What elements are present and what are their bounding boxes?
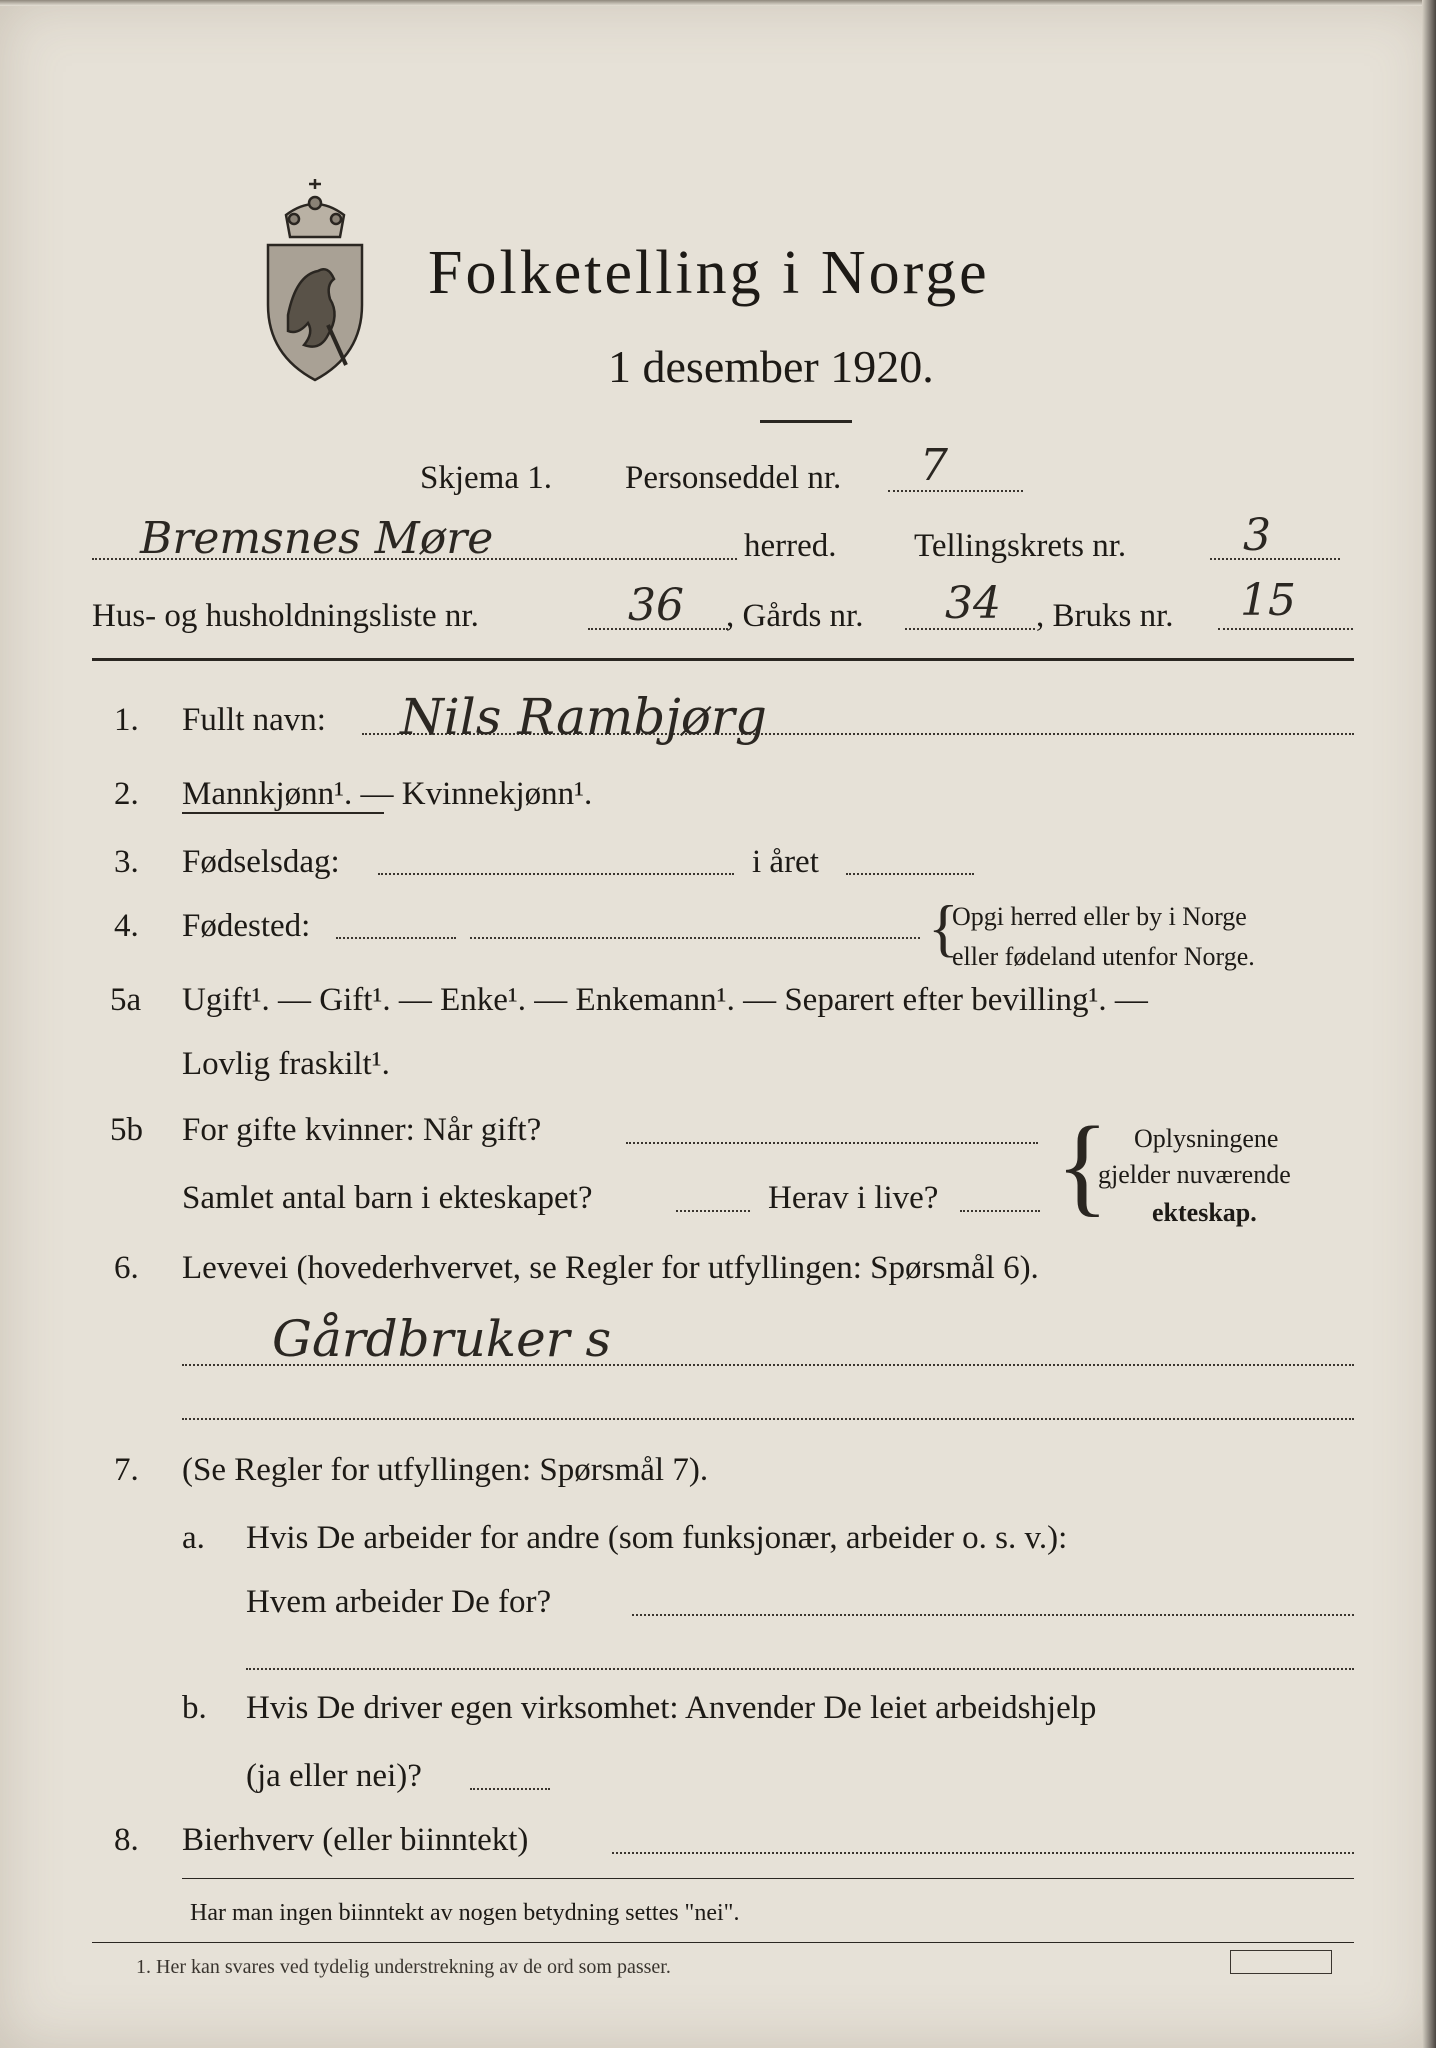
q1-label: Fullt navn: (182, 702, 326, 738)
q6-value: Gårdbruker s (272, 1310, 612, 1368)
q7b-line-1: Hvis De driver egen virksomhet: Anvender De leiet arbeidshjelp (246, 1690, 1097, 1726)
q7b-number: b. (182, 1690, 207, 1726)
bruks-line (1218, 628, 1353, 630)
personseddel-label: Personseddel nr. (625, 460, 842, 496)
census-date: 1 desember 1920. (608, 341, 934, 392)
q5b-note-2: gjelder nuværende (1098, 1160, 1291, 1189)
q5b-brace: { (1056, 1104, 1109, 1226)
q3-label: Fødselsdag: (182, 844, 340, 880)
gards-label: , Gårds nr. (726, 598, 864, 634)
q7-label: (Se Regler for utfyllingen: Spørsmål 7). (182, 1452, 709, 1488)
page-top-edge (0, 0, 1436, 6)
q7a-line-extra (246, 1668, 1354, 1670)
tellingskrets-value: 3 (1243, 510, 1271, 561)
q3-number: 3. (114, 844, 139, 880)
q5a-line-1: Ugift¹. — Gift¹. — Enke¹. — Enkemann¹. — Separert efter bevilling¹. — (182, 982, 1148, 1018)
q4-note-2: eller fødeland utenfor Norge. (952, 942, 1255, 971)
hus-label: Hus- og husholdningsliste nr. (92, 598, 479, 634)
herred-label: herred. (744, 528, 837, 564)
coat-of-arms-icon (258, 175, 373, 385)
tellingskrets-label: Tellingskrets nr. (914, 528, 1127, 564)
q8-number: 8. (114, 1822, 139, 1858)
q2-underline-mannkjonn (182, 812, 384, 814)
tellingskrets-line (1210, 558, 1340, 560)
schema-label: Skjema 1. (420, 460, 552, 496)
header-divider (92, 658, 1354, 661)
q5a-line-2: Lovlig fraskilt¹. (182, 1046, 390, 1082)
q4-brace: { (928, 892, 959, 963)
q2-label: Mannkjønn¹. — Kvinnekjønn¹. (182, 776, 593, 812)
q5b-married-line (626, 1142, 1038, 1144)
q6-label: Levevei (hovederhvervet, se Regler for utfyllingen: Spørsmål 6). (182, 1250, 1039, 1286)
footnote: 1. Her kan svares ved tydelig understrekning av de ord som passer. (136, 1956, 671, 1978)
q7b-line-2: (ja eller nei)? (246, 1758, 422, 1794)
q5b-children-line (676, 1210, 750, 1212)
q4-line-a (336, 937, 456, 939)
form-title: Folketelling i Norge (428, 239, 990, 307)
title-divider (760, 420, 852, 423)
q6-line-2 (182, 1418, 1354, 1420)
bruks-value: 15 (1240, 575, 1296, 626)
q7b-line (470, 1788, 550, 1790)
q2-number: 2. (114, 776, 139, 812)
printer-mark (1230, 1950, 1332, 1974)
q8-label: Bierhverv (eller biinntekt) (182, 1822, 529, 1858)
q5a-number: 5a (110, 982, 142, 1018)
q3-day-line (378, 873, 734, 875)
q8-bottom-rule (182, 1878, 1354, 1879)
q7a-number: a. (182, 1520, 205, 1556)
q3-year-line (846, 873, 974, 875)
q1-value: Nils Rambjørg (400, 688, 767, 746)
q3-year-label: i året (752, 844, 819, 880)
q8-line (612, 1852, 1354, 1854)
page-right-edge (1422, 0, 1436, 2048)
q4-line-b (470, 937, 920, 939)
q5b-number: 5b (110, 1112, 143, 1148)
gards-value: 34 (945, 578, 1001, 629)
q5b-line-2a: Samlet antal barn i ekteskapet? (182, 1180, 593, 1216)
hus-value: 36 (628, 580, 684, 631)
q7a-line-2: Hvem arbeider De for? (246, 1584, 552, 1620)
footer-divider (92, 1942, 1354, 1943)
herred-value: Bremsnes Møre (140, 513, 494, 564)
q4-note-1: Opgi herred eller by i Norge (952, 902, 1247, 931)
q1-number: 1. (114, 702, 139, 738)
personseddel-line (888, 490, 1023, 492)
q4-number: 4. (114, 908, 139, 944)
q6-number: 6. (114, 1250, 139, 1286)
q5b-note-1: Oplysningene (1134, 1124, 1279, 1153)
footer-note: Har man ingen biinntekt av nogen betydning settes "nei". (190, 1900, 740, 1926)
personseddel-value: 7 (920, 440, 948, 491)
bruks-label: , Bruks nr. (1036, 598, 1174, 634)
q5b-line-2b: Herav i live? (768, 1180, 939, 1216)
q7a-line-1: Hvis De arbeider for andre (som funksjonær, arbeider o. s. v.): (246, 1520, 1068, 1556)
q6-line-1 (182, 1364, 1354, 1366)
q5b-line-1: For gifte kvinner: Når gift? (182, 1112, 542, 1148)
q7a-line (632, 1614, 1354, 1616)
q5b-note-3: ekteskap. (1152, 1198, 1257, 1227)
q4-label: Fødested: (182, 908, 311, 944)
q5b-alive-line (960, 1210, 1040, 1212)
q7-number: 7. (114, 1452, 139, 1488)
